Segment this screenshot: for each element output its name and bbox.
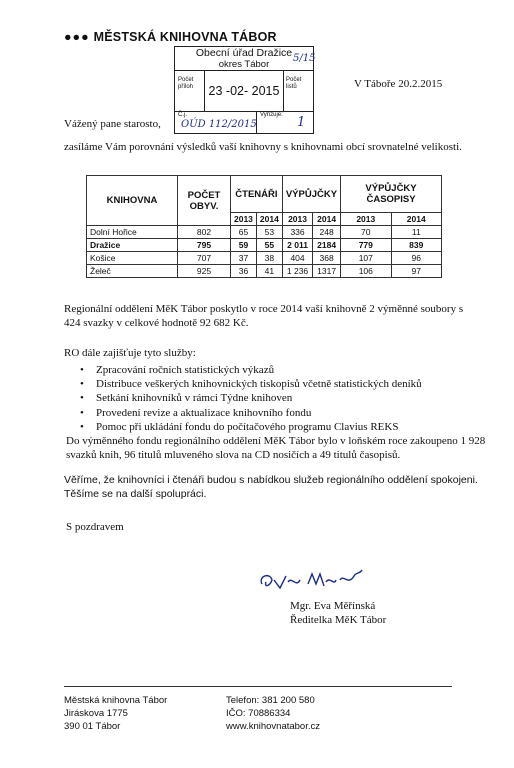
readers-2014: 38: [256, 252, 282, 265]
col-header-readers: ČTENÁŘI: [231, 176, 283, 213]
footer-city: 390 01 Tábor: [64, 721, 121, 732]
stamp-date: 23 -02- 2015: [205, 71, 284, 111]
magazines-2013: 107: [341, 252, 391, 265]
footer-website: www.knihovnatabor.cz: [226, 721, 320, 732]
table-row-highlighted: [87, 239, 442, 252]
year-cell: 2014: [256, 213, 282, 226]
stamp-district: okres Tábor: [218, 59, 270, 70]
stamp-sheets-handwriting: 1: [297, 115, 306, 130]
col-header-population: POČET OBYV.: [178, 176, 231, 226]
signer-block: [290, 600, 386, 627]
magazines-2014: 97: [391, 265, 441, 278]
readers-2014: 53: [256, 226, 282, 239]
magazines-2013: 779: [341, 239, 391, 252]
list-item: • Setkání knihovníků v rámci Týdne knihoven: [96, 391, 422, 405]
year-cell: 2013: [282, 213, 312, 226]
services-list: [96, 363, 422, 434]
stamp-office: Obecní úřad Dražice: [195, 47, 293, 59]
library-name: Dražice: [87, 239, 178, 252]
readers-2013: 65: [231, 226, 257, 239]
magazines-2013: 70: [341, 226, 391, 239]
list-item: • Provedení revize a aktualizace knihovního fondu: [96, 406, 422, 420]
loans-2013: 404: [282, 252, 312, 265]
library-name: Dolní Hořice: [87, 226, 178, 239]
comparison-table: [86, 175, 442, 278]
magazines-2014: 11: [391, 226, 441, 239]
paragraph-closing-wish: Věříme, že knihovníci i čtenáři budou s nabídkou služeb regionálního oddělení spokojeni. Těšíme se na další spolupráci.: [64, 474, 478, 500]
loans-2013: 336: [282, 226, 312, 239]
stamp-number-handwriting: 5/15: [293, 53, 316, 64]
loans-2014: 2184: [313, 239, 341, 252]
year-cell: 2013: [341, 213, 391, 226]
stamp-ref-label: Č.j.: [175, 111, 257, 133]
col-header-loans: VÝPŮJČKY: [282, 176, 340, 213]
loans-2014: 368: [313, 252, 341, 265]
organization-name: MĚSTSKÁ KNIHOVNA TÁBOR: [93, 30, 277, 44]
magazines-2014: 96: [391, 252, 441, 265]
signer-title: Ředitelka MěK Tábor: [290, 613, 387, 626]
readers-2014: 41: [256, 265, 282, 278]
col-header-magazine-loans: VÝPŮJČKY ČASOPISY: [341, 176, 442, 213]
footer-contact: [226, 694, 320, 733]
table-row: [87, 226, 442, 239]
registry-stamp: [174, 46, 314, 134]
letter-date: V Táboře 20.2.2015: [354, 78, 443, 90]
readers-2013: 36: [231, 265, 257, 278]
loans-2014: 1317: [313, 265, 341, 278]
magazines-2014: 839: [391, 239, 441, 252]
paragraph-purchases: Do výměnného fondu regionálního oddělení MěK Tábor bylo v loňském roce zakoupeno 1 928 svazků knih, 96 titulů mluveného slova na CD nosičích a 49 titulů časopisů.: [66, 435, 486, 461]
salutation: Vážený pane starosto,: [64, 118, 161, 130]
population-value: 802: [178, 226, 231, 239]
closing-regards: S pozdravem: [66, 521, 124, 533]
loans-2014: 248: [313, 226, 341, 239]
stamp-handler-label: Vyřizuje:: [260, 112, 283, 118]
year-cell: 2014: [391, 213, 441, 226]
intro-text: zasíláme Vám porovnání výsledků vaší knihovny s knihovnami obcí srovnatelné velikosti.: [64, 141, 462, 153]
list-item: • Zpracování ročních statistických výkazů: [96, 363, 422, 377]
signer-name: Mgr. Eva Měřínská: [290, 600, 376, 612]
organization-logo: [64, 30, 277, 44]
readers-2013: 37: [231, 252, 257, 265]
readers-2013: 59: [231, 239, 257, 252]
col-header-library: KNIHOVNA: [87, 176, 178, 226]
population-value: 707: [178, 252, 231, 265]
year-cell: 2014: [313, 213, 341, 226]
list-item: • Pomoc při ukládání fondu do počítačového programu Clavius REKS: [96, 420, 422, 434]
library-name: Košice: [87, 252, 178, 265]
paragraph-exchange-sets: Regionální oddělení MěK Tábor poskytlo v roce 2014 vaší knihovně 2 výměnné soubory s 424 svazky v celkové hodnotě 92 682 Kč.: [64, 303, 464, 329]
footer-divider: [64, 686, 452, 687]
readers-2014: 55: [256, 239, 282, 252]
services-intro: RO dále zajišťuje tyto služby:: [64, 347, 196, 359]
year-cell: 2013: [231, 213, 257, 226]
population-value: 795: [178, 239, 231, 252]
magazines-2013: 106: [341, 265, 391, 278]
loans-2013: 2 011: [282, 239, 312, 252]
population-value: 925: [178, 265, 231, 278]
table-row: [87, 265, 442, 278]
stamp-attachments-label: Počet příloh: [175, 71, 205, 111]
loans-2013: 1 236: [282, 265, 312, 278]
stamp-sheets-label: Počet listů: [286, 77, 302, 90]
library-name: Želeč: [87, 265, 178, 278]
handwritten-signature: [256, 562, 366, 598]
table-row: [87, 252, 442, 265]
table-header-row: [87, 176, 442, 213]
list-item: • Distribuce veškerých knihovnických tiskopisů včetně statistických deníků: [96, 377, 422, 391]
footer-ico: IČO: 70886334: [226, 708, 291, 719]
footer-street: Jiráskova 1775: [64, 708, 128, 719]
footer-phone: Telefon: 381 200 580: [226, 695, 315, 706]
footer-address: [64, 694, 167, 733]
logo-dots: ●●●: [64, 30, 90, 44]
footer-org: Městská knihovna Tábor: [64, 695, 168, 706]
stamp-ref-handwriting: OÚD 112/2015: [181, 119, 257, 130]
